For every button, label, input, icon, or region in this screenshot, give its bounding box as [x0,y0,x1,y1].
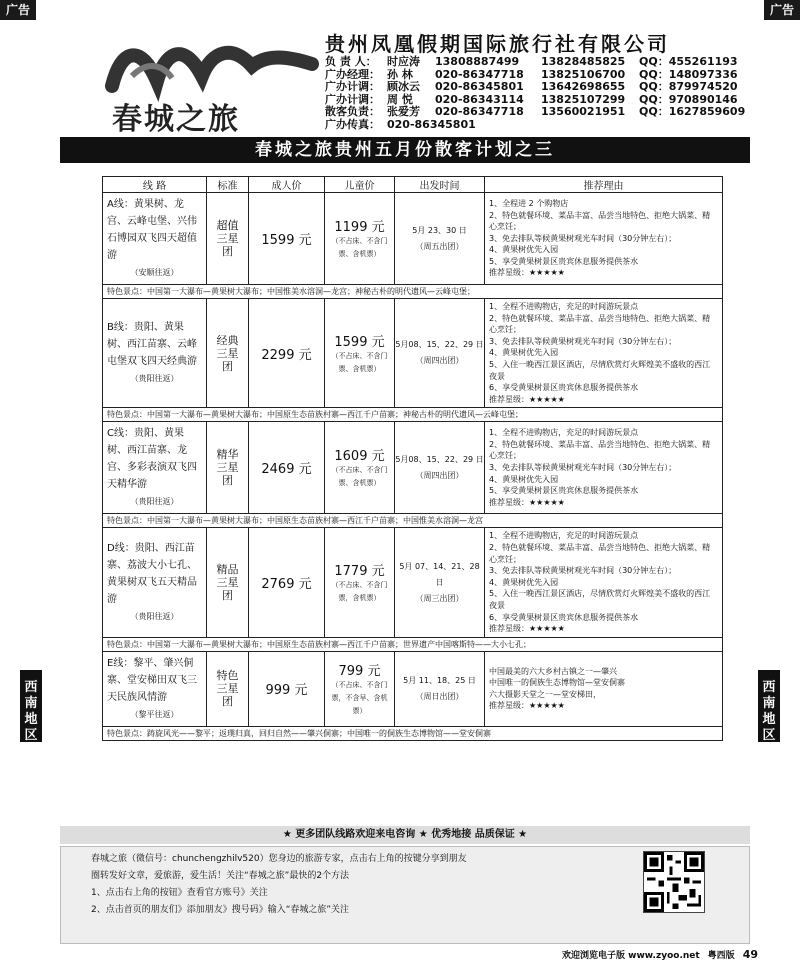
reasons-cell [485,528,723,637]
region-tab-right: 西南地区 [758,670,780,742]
reason-line: 6、享受黄果树景区贵宾休息服务提供茶水 [489,612,639,622]
route-name: D线：贵阳、西江苗寨、荔波大小七孔、黄果树双飞五天精品游 [107,543,197,606]
sights-row [103,285,723,299]
advert-header [60,22,750,137]
reason-line: 推荐星级：★★★★★ [489,624,565,634]
contact-role: 负 责 人： [325,55,377,68]
departure-dates: 5月 11、18、25 日 [403,675,476,685]
reason-line: 2、特色就餐环境、菜品丰富、品尝当地特色、拒绝大锅菜、精心烹饪； [489,313,711,335]
adult-price: 2299 元 [249,299,325,408]
contact-mobile: 13642698655 [541,80,626,93]
route-origin: （安顺往返） [130,268,179,277]
reason-line: 1、全程不进购物店，充足的时间游玩景点 [489,302,639,311]
route-name: A线：黄果树、龙宫、云峰屯堡、兴伟石博园双飞四天超值游 [107,199,197,261]
reason-line: 3、免去排队等候黄果树观光车时间（30分钟左右）； [489,336,677,346]
sights-row [103,726,723,740]
route-row [103,422,723,514]
contact-row [325,119,745,132]
contact-mobile: 13828485825 [541,55,626,68]
header-child-price: 儿童价 [325,177,395,193]
contact-row [325,106,745,119]
footer-wechat-box [60,846,750,944]
child-price-cell [325,299,395,408]
reason-line: 推荐星级：★★★★★ [489,701,565,711]
contact-role: 广办计调： [325,92,380,106]
contact-name: 时应涛 [387,55,420,68]
route-cell [103,193,207,285]
ad-label-right: 广告 [764,0,800,20]
featured-sights: 特色景点：中国第一大瀑布—黄果树大瀑布；中国原生态苗族村寨—西江千户苗寨；世界遗产中国喀斯特——大小七孔； [103,637,723,651]
ad-label-left: 广告 [0,0,36,20]
plan-banner-title: 春城之旅贵州五月份散客计划之三 [60,137,750,163]
reason-line: 推荐星级：★★★★★ [489,497,565,507]
reason-line: 5、入住一晚西江景区酒店，尽情欣赏灯火辉煌美不盛收的西江夜景 [489,359,711,381]
standard-cell: 经典三星团 [207,299,249,408]
featured-sights: 特色景点：踌旋风光——黎平；返璞归真，回归自然——肇兴侗寨；中国唯一的侗族生态博物馆——堂安侗寨 [103,726,723,740]
contact-tel: 020-86345801 [435,80,524,93]
footer-line: 圈转发好文章，爱旅游，爱生活！关注“春城之旅”最快的2个方法 [91,871,350,881]
reason-line: 6、享受黄果树景区贵宾休息服务提供茶水 [489,383,639,393]
footer-text [91,851,467,919]
contact-name: 孙 林 [387,67,413,81]
child-price-cell [325,528,395,637]
reason-line: 推荐星级：★★★★★ [489,268,565,278]
reason-line: 4、黄果树优先入园 [489,474,559,484]
reason-line: 1、全程进 2 个购物店 [489,198,569,208]
contact-role: 散客负责： [325,105,380,118]
contact-qq: QQ：879974520 [639,80,738,93]
contact-row [325,56,745,69]
child-price-note: （不占床、不含门票，不含早、含机票） [331,680,388,715]
table-header-row [103,177,723,193]
adult-price: 1599 元 [249,193,325,285]
route-cell [103,528,207,637]
route-name: B线：贵阳、黄果树、西江苗寨、云峰屯堡双飞四天经典游 [107,322,197,368]
contact-name: 张爱芳 [387,105,420,118]
departure-dates: 5月08、15、22、29 日 [395,454,484,464]
departure-weekday: （周日出团） [415,691,464,701]
reasons-cell [485,193,723,285]
featured-sights: 特色景点：中国第一大瀑布—黄果树大瀑布；中国原生态苗族村寨—西江千户苗寨；中国惟美水溶洞—龙宫 [103,514,723,528]
contact-qq: QQ：1627859609 [639,105,746,118]
child-price: 1779 元 [334,564,385,580]
footer-slogan-bar: ★ 更多团队线路欢迎来电咨询 ★ 优秀地接 品质保证 ★ [60,826,750,844]
featured-sights: 特色景点：中国第一大瀑布—黄果树大瀑布；中国原生态苗族村寨—西江千户苗寨；神秘古朴的明代遗风—云峰屯堡； [103,408,723,422]
standard-cell: 特色三星团 [207,651,249,726]
route-cell [103,651,207,726]
footer-edition: 粤西版 [707,951,735,961]
contact-tel: 020-86347718 [435,105,524,118]
reason-line: 中国最美的六大乡村古镇之一—肇兴 [489,666,617,676]
reason-line: 2、特色就餐环境、菜品丰富、品尝当地特色、拒绝大锅菜、精心烹饪； [489,439,711,461]
contact-mobile: 13560021951 [541,105,626,118]
child-price: 1609 元 [334,449,385,465]
footer-line: 2、点击首页的朋友们》添加朋友》搜号码》输入“春城之旅”关注 [91,905,350,915]
child-price-cell [325,651,395,726]
contact-fax: 020-86345801 [387,117,476,131]
contact-mobile: 13825107299 [541,92,626,106]
child-price-note: （不占床、不含门票、含机票） [331,237,388,258]
child-price: 1199 元 [334,220,385,235]
reason-line: 2、特色就餐环境、菜品丰富、品尝当地特色、拒绝大锅菜、精心烹饪； [489,210,711,232]
sights-row [103,514,723,528]
reasons-cell [485,651,723,726]
departure-weekday: （周四出团） [415,470,464,480]
adult-price: 2469 元 [249,422,325,514]
reason-line: 5、享受黄果树景区贵宾休息服务提供茶水 [489,256,639,266]
reason-line: 4、黄果树优先入园 [489,245,559,255]
route-origin: （贵阳往返） [130,612,179,622]
contact-row [325,81,745,94]
page-number: 49 [742,948,758,961]
departure-weekday: （周四出团） [415,356,464,366]
contact-role: 广办经理： [325,67,380,81]
adult-price: 2769 元 [249,528,325,637]
departure-weekday: （周五出团） [415,241,464,251]
logo-text: 春城之旅 [112,102,240,137]
route-name: C线：贵阳、黄果树、西江苗寨、龙宫、多彩表演双飞四天精华游 [107,428,197,491]
route-cell [103,299,207,408]
sights-row [103,637,723,651]
tour-plan-table [102,176,723,741]
company-name: 贵州凤凰假期国际旅行社有限公司 [325,32,670,56]
contact-tel: 020-86347718 [435,67,524,81]
contact-list [325,56,745,131]
reason-line: 六大摄影天堂之一—堂安梯田， [489,689,601,699]
departure-cell [395,193,485,285]
reason-line: 4、黄果树优先入园 [489,577,559,587]
departure-cell [395,299,485,408]
reason-line: 3、免去排队等候黄果树观光车时间（30分钟左右）； [489,463,677,473]
route-origin: （贵阳往返） [130,374,179,384]
region-tab-left: 西南地区 [20,670,42,742]
route-row [103,528,723,637]
child-price-note: （不占床、不含门票、含机票） [331,466,388,488]
route-cell [103,422,207,514]
departure-dates: 5月08、15、22、29 日 [395,340,484,350]
contact-qq: QQ：455261193 [639,55,738,68]
child-price-note: （不占床、不含门票、含机票） [331,351,388,373]
header-standard: 标准 [207,177,249,193]
reasons-cell [485,422,723,514]
reason-line: 3、免去排队等候黄果树观光车时间（30分钟左右）； [489,566,677,576]
header-departure: 出发时间 [395,177,485,193]
reason-line: 推荐星级：★★★★★ [489,394,565,404]
child-price-note: （不占床、不含门票，含机票） [331,581,388,603]
standard-cell: 精品三星团 [207,528,249,637]
contact-tel: 13808887499 [435,55,520,68]
route-name: E线：黎平、肇兴侗寨、堂安梯田双飞三天民族风情游 [107,657,197,703]
route-row [103,299,723,408]
featured-sights: 特色景点：中国第一大瀑布—黄果树大瀑布；中国惟美水溶洞—龙宫；神秘古朴的明代遗风—云峰屯堡； [103,285,723,299]
qr-code-icon[interactable] [643,851,705,913]
footer-line: 1、点击右上角的按钮》查看官方账号》关注 [91,888,268,898]
child-price: 1599 元 [334,334,385,350]
reason-line: 中国唯一的侗族生态博物馆—堂安侗寨 [489,678,625,688]
route-origin: （贵阳往返） [130,497,179,507]
route-origin: （黎平往返） [130,709,179,719]
departure-weekday: （周三出团） [415,593,464,603]
departure-cell [395,422,485,514]
route-row [103,193,723,285]
standard-cell: 超值三星团 [207,193,249,285]
header-route: 线 路 [103,177,207,193]
reason-line: 3、免去排队等候黄果树观光车时间（30分钟左右）； [489,233,677,243]
reason-line: 4、黄果树优先入园 [489,348,559,358]
contact-qq: QQ：148097336 [639,67,738,81]
reason-line: 5、享受黄果树景区贵宾休息服务提供茶水 [489,486,639,496]
reason-line: 1、全程不进购物店，充足的时间游玩景点 [489,428,639,438]
departure-cell [395,528,485,637]
contact-role: 广办传真： [325,117,380,131]
contact-mobile: 13825106700 [541,67,626,81]
child-price-cell [325,193,395,285]
reason-line: 2、特色就餐环境、菜品丰富、品尝当地特色、拒绝大锅菜、精心烹饪； [489,542,711,564]
contact-role: 广办计调： [325,80,380,93]
header-reasons: 推荐理由 [485,177,723,193]
reason-line: 5、入住一晚西江景区酒店，尽情欣赏灯火辉煌美不盛收的西江夜景 [489,589,711,610]
contact-tel: 020-86343114 [435,92,524,106]
footer-site[interactable]: 欢迎浏览电子版 www.zyoo.net [562,951,700,961]
adult-price: 999 元 [249,651,325,726]
contact-name: 周 悦 [387,92,413,106]
reasons-cell [485,299,723,408]
contact-name: 顾冰云 [387,80,420,93]
reason-line: 1、全程不进购物店，充足的时间游玩景点 [489,531,639,541]
child-price-cell [325,422,395,514]
departure-cell [395,651,485,726]
departure-dates: 5月 23、30 日 [412,225,467,235]
departure-dates: 5月 07、14、21、28 日 [399,561,480,587]
standard-cell: 精华三星团 [207,422,249,514]
child-price: 799 元 [338,663,381,679]
header-adult-price: 成人价 [249,177,325,193]
contact-qq: QQ：970890146 [639,92,738,106]
route-row [103,651,723,726]
page-footer [562,948,758,961]
sights-row [103,408,723,422]
footer-line: 春城之旅（微信号：chunchengzhilv520）您身边的旅游专家，点击右上角的按键分享到朋友 [91,854,467,864]
